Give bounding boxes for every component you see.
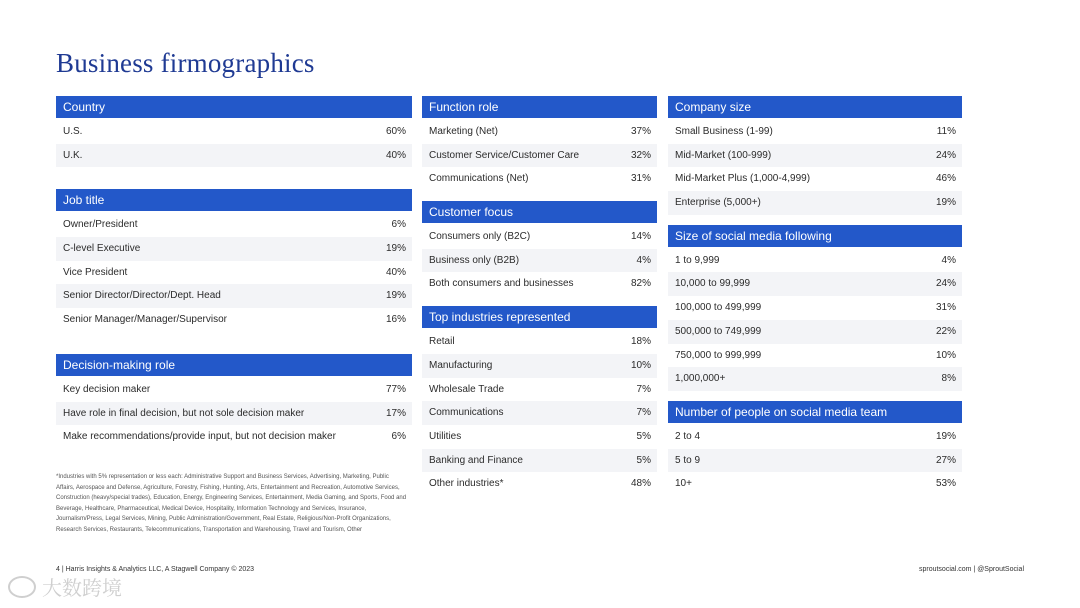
row-value: 19% bbox=[385, 290, 406, 302]
row-label: 1 to 9,999 bbox=[675, 254, 720, 266]
row-value: 5% bbox=[636, 454, 651, 466]
section-rows bbox=[422, 120, 657, 191]
footer-left: 4 | Harris Insights & Analytics LLC, A Stagwell Company © 2023 bbox=[56, 566, 255, 573]
table-row bbox=[422, 272, 657, 296]
section-header: Job title bbox=[56, 189, 412, 211]
table-row bbox=[422, 354, 657, 378]
row-label: U.S. bbox=[63, 126, 83, 137]
table-row bbox=[422, 144, 657, 168]
section-rows bbox=[668, 425, 962, 496]
table-row bbox=[668, 120, 962, 144]
section-company-size bbox=[668, 96, 962, 215]
row-value: 82% bbox=[630, 278, 651, 290]
row-label: 5 to 9 bbox=[675, 454, 701, 466]
row-label: Marketing (Net) bbox=[429, 126, 498, 137]
table-row bbox=[668, 472, 962, 496]
section-social-following bbox=[668, 225, 962, 391]
row-value: 11% bbox=[936, 126, 956, 137]
row-label: Retail bbox=[429, 336, 455, 348]
row-label: Other industries* bbox=[429, 478, 504, 490]
row-value: 16% bbox=[385, 314, 406, 326]
row-label: Vice President bbox=[63, 266, 128, 278]
row-value: 77% bbox=[385, 383, 406, 395]
column-1 bbox=[56, 96, 412, 449]
table-row bbox=[422, 249, 657, 273]
section-header: Function role bbox=[422, 96, 657, 118]
row-label: Banking and Finance bbox=[429, 454, 523, 466]
row-value: 10% bbox=[630, 359, 651, 371]
row-label: 10,000 to 99,999 bbox=[675, 278, 751, 290]
row-label: Business only (B2B) bbox=[429, 254, 520, 266]
row-value: 10% bbox=[935, 349, 956, 361]
section-header: Top industries represented bbox=[422, 306, 657, 328]
row-value: 27% bbox=[935, 454, 956, 466]
row-label: Small Business (1-99) bbox=[675, 126, 773, 137]
row-value: 7% bbox=[636, 383, 651, 395]
column-3 bbox=[668, 96, 962, 496]
row-value: 19% bbox=[935, 197, 956, 209]
table-row bbox=[56, 144, 412, 168]
row-label: U.K. bbox=[63, 149, 83, 161]
section-header: Decision-making role bbox=[56, 354, 412, 376]
row-value: 37% bbox=[630, 126, 651, 137]
row-label: Utilities bbox=[429, 430, 462, 442]
row-label: Communications (Net) bbox=[429, 173, 529, 185]
row-value: 60% bbox=[385, 126, 406, 137]
row-value: 31% bbox=[630, 173, 651, 185]
row-label: Mid-Market (100-999) bbox=[675, 149, 772, 161]
table-row bbox=[668, 191, 962, 215]
row-label: Consumers only (B2C) bbox=[429, 231, 531, 243]
section-header: Number of people on social media team bbox=[668, 401, 962, 423]
row-label: Owner/President bbox=[63, 219, 138, 231]
section-rows bbox=[422, 225, 657, 296]
table-row bbox=[422, 225, 657, 249]
row-value: 17% bbox=[385, 407, 406, 419]
row-value: 22% bbox=[935, 325, 956, 337]
table-row bbox=[422, 472, 657, 496]
row-value: 5% bbox=[636, 430, 651, 442]
section-header: Customer focus bbox=[422, 201, 657, 223]
table-row bbox=[668, 296, 962, 320]
row-label: 500,000 to 749,999 bbox=[675, 325, 762, 337]
section-country bbox=[56, 96, 412, 167]
section-top-industries bbox=[422, 306, 657, 496]
page-title: Business firmographics bbox=[56, 48, 315, 78]
row-label: 750,000 to 999,999 bbox=[675, 349, 762, 361]
row-value: 24% bbox=[935, 149, 956, 161]
row-value: 46% bbox=[935, 173, 956, 185]
table-row bbox=[668, 344, 962, 368]
row-label: Senior Manager/Manager/Supervisor bbox=[63, 314, 227, 326]
section-decision-making-role bbox=[56, 354, 412, 449]
table-row bbox=[668, 272, 962, 296]
table-row bbox=[668, 367, 962, 391]
row-label: Have role in final decision, but not sole decision maker bbox=[63, 407, 305, 419]
watermark-text: 大数跨境 bbox=[42, 578, 122, 600]
table-row bbox=[422, 425, 657, 449]
table-row bbox=[422, 167, 657, 191]
row-label: Wholesale Trade bbox=[429, 383, 505, 395]
row-label: Customer Service/Customer Care bbox=[429, 149, 580, 161]
table-row bbox=[422, 401, 657, 425]
section-rows bbox=[668, 120, 962, 215]
section-rows bbox=[56, 378, 412, 449]
row-value: 4% bbox=[636, 254, 651, 266]
row-label: Make recommendations/provide input, but not decision maker bbox=[63, 431, 336, 443]
row-value: 32% bbox=[630, 149, 651, 161]
table-row bbox=[668, 449, 962, 473]
row-value: 48% bbox=[630, 478, 651, 490]
row-label: 100,000 to 499,999 bbox=[675, 302, 762, 314]
row-value: 24% bbox=[935, 278, 956, 290]
table-row bbox=[56, 308, 412, 332]
row-value: 8% bbox=[941, 373, 956, 385]
section-header: Company size bbox=[668, 96, 962, 118]
table-row bbox=[56, 237, 412, 261]
row-label: 10+ bbox=[675, 478, 692, 490]
table-row bbox=[56, 120, 412, 144]
section-function-role bbox=[422, 96, 657, 191]
footnote: *Industries with 5% representation or less each: Administrative Support and Business Services, Advertising, Marketing, Public Affairs, Aerospace and Defense, Agriculture, Forestry, Fishing, Hunting, Arts, Entertainment and Recreation, Automotive Services, Construction (heavy/special trades), Education, Energy, Engineering Services, Entertainment, Media Gaming, and Sports, Food and Beverage, Healthcare, Pharmaceutical, Medical Device, Hospitality, Information Technology and Services, Insurance, Journalism/Press, Legal Services, Mining, Public Administration/Government, Real Estate, Religious/Non-Profit Organizations, Research Services, Restaurants, Telecommunications, Transportation and Warehousing, Travel and Tourism, Other bbox=[56, 474, 407, 533]
row-label: Mid-Market Plus (1,000-4,999) bbox=[675, 173, 811, 185]
table-row bbox=[422, 378, 657, 402]
row-value: 6% bbox=[391, 219, 406, 231]
row-value: 31% bbox=[935, 302, 956, 314]
row-value: 6% bbox=[391, 431, 406, 443]
row-value: 40% bbox=[385, 149, 406, 161]
row-label: Key decision maker bbox=[63, 383, 151, 395]
footer-right: sproutsocial.com | @SproutSocial bbox=[918, 566, 1024, 573]
section-customer-focus bbox=[422, 201, 657, 296]
row-label: 1,000,000+ bbox=[675, 373, 726, 385]
section-header: Country bbox=[56, 96, 412, 118]
section-rows bbox=[668, 249, 962, 391]
table-row bbox=[56, 284, 412, 308]
table-row bbox=[422, 449, 657, 473]
table-row bbox=[422, 330, 657, 354]
row-label: C-level Executive bbox=[63, 243, 141, 255]
row-label: Senior Director/Director/Dept. Head bbox=[63, 290, 221, 302]
row-value: 14% bbox=[630, 231, 651, 243]
row-label: 2 to 4 bbox=[675, 430, 701, 442]
section-rows bbox=[56, 213, 412, 331]
row-value: 18% bbox=[630, 336, 651, 348]
section-rows bbox=[422, 330, 657, 496]
row-value: 19% bbox=[385, 243, 406, 255]
row-label: Communications bbox=[429, 407, 504, 419]
row-value: 53% bbox=[935, 478, 956, 490]
row-label: Both consumers and businesses bbox=[429, 278, 574, 290]
section-rows bbox=[56, 120, 412, 167]
row-value: 40% bbox=[385, 266, 406, 278]
table-row bbox=[668, 144, 962, 168]
table-row bbox=[56, 402, 412, 426]
section-job-title bbox=[56, 189, 412, 331]
table-row bbox=[668, 167, 962, 191]
row-label: Enterprise (5,000+) bbox=[675, 197, 761, 209]
section-social-team-size bbox=[668, 401, 962, 496]
table-row bbox=[668, 320, 962, 344]
table-row bbox=[422, 120, 657, 144]
row-value: 19% bbox=[935, 430, 956, 442]
row-value: 4% bbox=[941, 254, 956, 266]
table-row bbox=[56, 425, 412, 449]
table-row bbox=[668, 249, 962, 273]
table-row bbox=[56, 213, 412, 237]
table-row bbox=[56, 261, 412, 285]
section-header: Size of social media following bbox=[668, 225, 962, 247]
watermark bbox=[8, 572, 122, 601]
row-label: Manufacturing bbox=[429, 359, 493, 371]
row-value: 7% bbox=[636, 407, 651, 419]
table-row bbox=[668, 425, 962, 449]
watermark-logo-icon bbox=[8, 576, 36, 598]
column-2 bbox=[422, 96, 657, 496]
table-row bbox=[56, 378, 412, 402]
